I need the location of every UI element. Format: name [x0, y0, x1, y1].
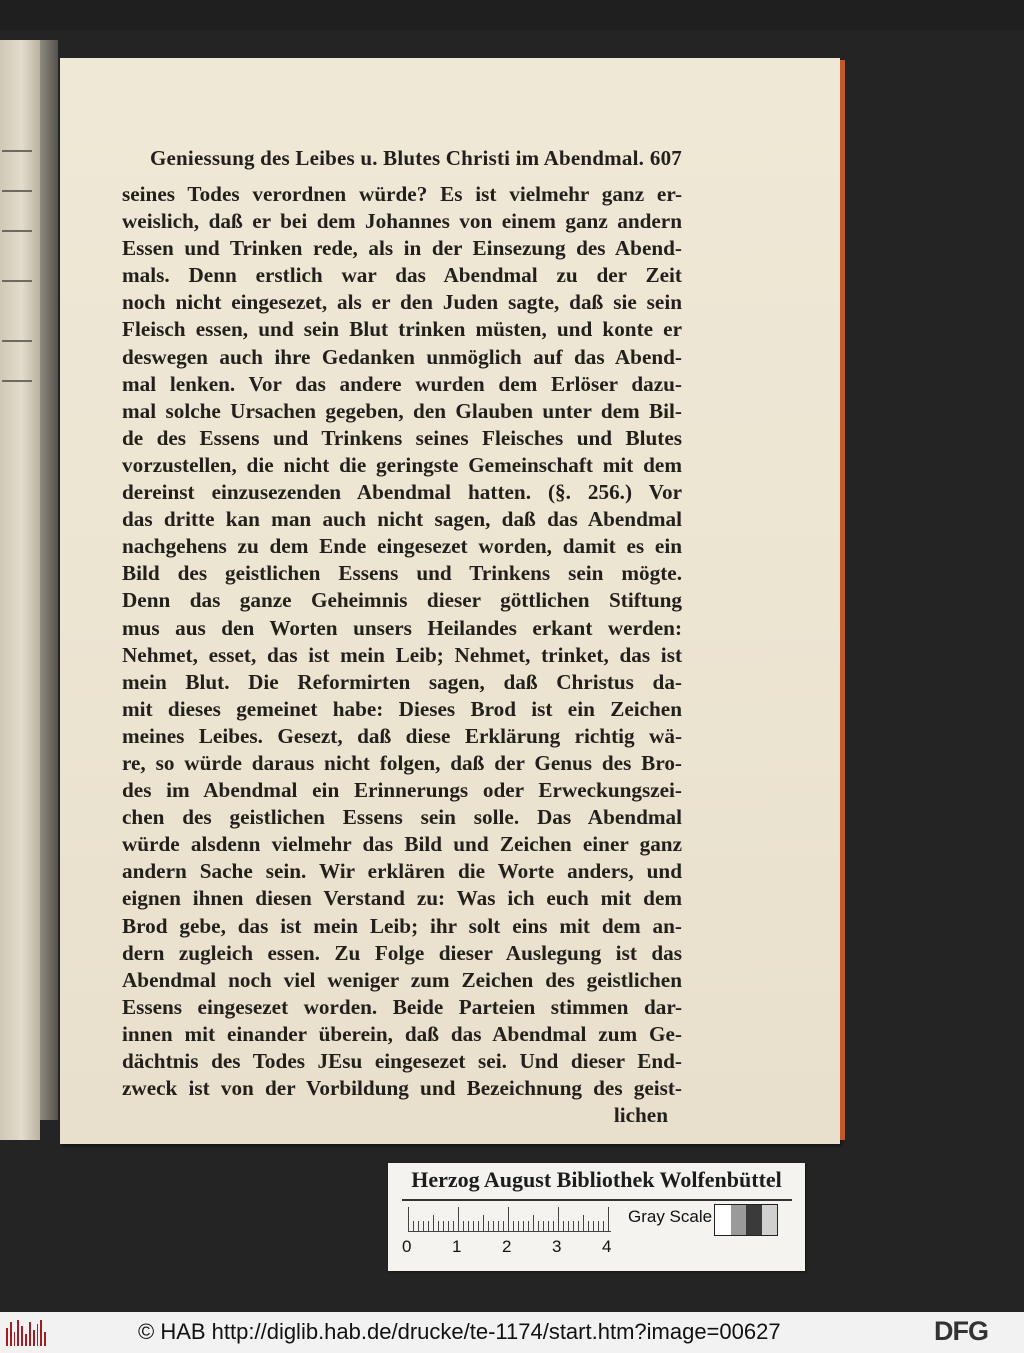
logo-bar [14, 1332, 16, 1346]
catchword: lichen [613, 1103, 668, 1128]
ruler-tick [423, 1221, 424, 1231]
ruler-tick [468, 1221, 469, 1231]
ruler-tick [588, 1221, 589, 1231]
ruler-tick [553, 1221, 554, 1231]
logo-bar [21, 1326, 23, 1346]
ruler-tick [598, 1221, 599, 1231]
text-line: Abendmal noch viel weniger zum Zeichen des geistlichen [122, 967, 682, 992]
ruler-tick [453, 1221, 454, 1231]
text-line: re, so würde daraus nicht folgen, daß der Genus des Bro- [122, 750, 682, 775]
ruler-number: 3 [552, 1237, 562, 1256]
text-line: Essen und Trinken rede, als in der Einsezung des Abend- [122, 236, 682, 261]
text-line: Bild des geistlichen Essens und Trinkens sein mögte. [122, 561, 682, 586]
dfg-logo: DFG [934, 1316, 988, 1346]
logo-bar [6, 1328, 8, 1346]
ruler-tick [563, 1221, 564, 1231]
logo-bar [25, 1334, 27, 1346]
ruler-numbers [402, 1237, 622, 1257]
logo-bar [37, 1324, 39, 1346]
library-name: Herzog August Bibliothek Wolfenbüttel [411, 1167, 782, 1192]
text-line: mit dieses gemeinet habe: Dieses Brod ist ein Zeichen [122, 696, 682, 721]
text-line: Fleisch essen, und sein Blut trinken müsten, und konte er [122, 317, 682, 342]
text-line: seines Todes verordnen würde? Es ist vielmehr ganz er- [122, 182, 682, 206]
text-line: innen mit einander überein, daß das Abendmal zum Ge- [122, 1021, 682, 1046]
text-line: vorzustellen, die nicht die geringste Gemeinschaft mit dem [122, 452, 682, 477]
text-line: mein Blut. Die Reformirten sagen, daß Christus da- [122, 669, 682, 694]
ruler-number: 4 [602, 1237, 612, 1256]
running-head [150, 146, 682, 174]
ruler-tick [408, 1207, 409, 1231]
card-divider [402, 1199, 792, 1201]
ruler-tick [473, 1221, 474, 1231]
ruler-tick [518, 1221, 519, 1231]
text-line: meines Leibes. Gesezt, daß diese Erklärung richtig wä- [122, 723, 682, 748]
text-line: de des Essens und Trinkens seines Fleisches und Blutes [122, 425, 682, 450]
ruler-number: 2 [502, 1237, 512, 1256]
ruler-tick [543, 1221, 544, 1231]
text-line: mus aus den Worten unsers Heilandes erkant werden: [122, 615, 682, 640]
gray-swatch [731, 1205, 747, 1235]
text-line: eignen ihnen diesen Verstand zu: Was ich euch mit dem [122, 886, 682, 911]
text-line: dereinst einzusezenden Abendmal hatten. (§. 256.) Vor [122, 480, 682, 505]
ruler-tick [538, 1221, 539, 1231]
ruler-number: 1 [452, 1237, 462, 1256]
measurement-ruler [408, 1205, 611, 1232]
text-line: dächtnis des Todes JEsu eingesezet sei. Und dieser End- [122, 1049, 682, 1073]
text-line: mal solche Ursachen gegeben, den Glauben unter dem Bil- [122, 398, 682, 423]
ruler-tick [603, 1221, 604, 1231]
page-number: 607 [649, 146, 682, 170]
book-gutter [40, 40, 58, 1120]
ruler-tick [443, 1221, 444, 1231]
ruler-tick [513, 1221, 514, 1231]
text-line: chen des geistlichen Essens sein solle. Das Abendmal [122, 805, 682, 830]
text-line: nachgehens zu dem Ende eingesezet worden, damit es ein [122, 534, 682, 559]
ruler-tick [428, 1221, 429, 1231]
logo-bar [44, 1332, 46, 1346]
ruler-tick [573, 1221, 574, 1231]
text-line: dern zugleich essen. Zu Folge dieser Auslegung ist das [122, 940, 682, 965]
ruler-tick [458, 1207, 459, 1231]
text-line: Brod gebe, das ist mein Leib; ihr solt eins mit dem an- [122, 913, 682, 938]
page-red-edge [840, 60, 845, 1140]
ruler-tick [498, 1221, 499, 1231]
ruler-number: 0 [402, 1237, 412, 1256]
ruler-tick [418, 1221, 419, 1231]
ruler-tick [523, 1221, 524, 1231]
color-card [388, 1163, 805, 1271]
gray-swatch [762, 1205, 778, 1235]
ruler-tick [463, 1221, 464, 1231]
page-body-text [122, 181, 682, 1129]
gray-scale-swatch [714, 1204, 778, 1236]
text-line: Nehmet, esset, das ist mein Leib; Nehmet, trinket, das ist [122, 642, 682, 667]
logo-bar [17, 1320, 19, 1346]
hab-logo-icon [6, 1320, 46, 1346]
ruler-tick [483, 1215, 484, 1231]
text-line: noch nicht eingesezet, als er den Juden sagte, daß sie sein [122, 290, 682, 315]
text-line: das dritte kan man auch nicht sagen, daß das Abendmal [122, 507, 682, 532]
text-line: des im Abendmal ein Erinnerungs oder Erweckungszei- [122, 778, 682, 803]
ruler-tick [528, 1221, 529, 1231]
gray-swatch [746, 1205, 762, 1235]
scanner-background-top [0, 0, 1024, 30]
ruler-tick [488, 1221, 489, 1231]
ruler-tick [433, 1215, 434, 1231]
logo-bar [40, 1320, 42, 1346]
ruler-tick [493, 1221, 494, 1231]
gray-swatch [715, 1205, 731, 1235]
text-line: mals. Denn erstlich war das Abendmal zu der Zeit [122, 263, 682, 288]
ruler-tick [413, 1221, 414, 1231]
ruler-tick [438, 1221, 439, 1231]
text-line: zweck ist von der Vorbildung und Bezeichnung des geist- [122, 1076, 682, 1101]
gray-scale-label: Gray Scale [628, 1207, 713, 1226]
text-line: mal lenken. Vor das andere wurden dem Erlöser dazu- [122, 371, 682, 396]
text-line: Essens eingesezet worden. Beide Parteien stimmen dar- [122, 994, 682, 1019]
running-head-title: Geniessung des Leibes u. Blutes Christi im Abendmal. [150, 146, 645, 170]
logo-bar [10, 1322, 12, 1346]
text-line: Denn das ganze Geheimnis dieser göttlichen Stiftung [122, 588, 682, 613]
ruler-tick [533, 1215, 534, 1231]
text-line: würde alsdenn vielmehr das Bild und Zeichen einer ganz [122, 832, 682, 857]
ruler-tick [478, 1221, 479, 1231]
ruler-tick [503, 1221, 504, 1231]
ruler-tick [548, 1221, 549, 1231]
ruler-tick [593, 1221, 594, 1231]
previous-page-edge [0, 40, 40, 1140]
ruler-tick [568, 1221, 569, 1231]
ruler-tick [608, 1207, 609, 1231]
ruler-tick [558, 1207, 559, 1231]
text-line: weislich, daß er bei dem Johannes von einem ganz andern [122, 209, 682, 234]
footer-credit: © HAB http://diglib.hab.de/drucke/te-1174/start.htm?image=00627 [138, 1319, 781, 1344]
ruler-tick [583, 1215, 584, 1231]
text-line: deswegen auch ihre Gedanken unmöglich auf das Abend- [122, 344, 682, 369]
ruler-tick [508, 1207, 509, 1231]
ruler-tick [448, 1221, 449, 1231]
text-line: andern Sache sein. Wir erklären die Worte anders, und [122, 859, 682, 884]
ruler-tick [578, 1221, 579, 1231]
logo-bar [29, 1322, 31, 1346]
logo-bar [33, 1330, 35, 1346]
